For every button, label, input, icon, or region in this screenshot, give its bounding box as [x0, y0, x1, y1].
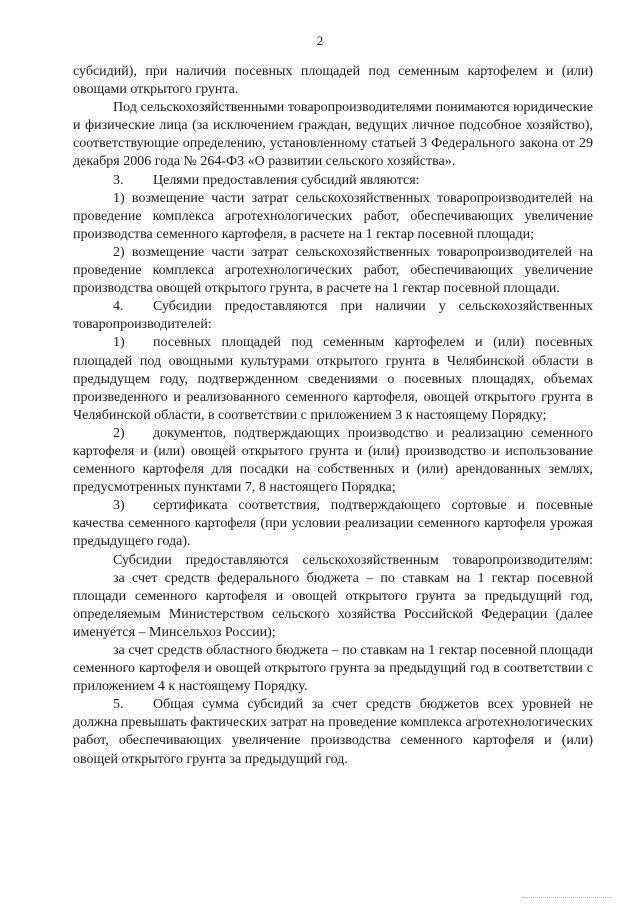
clause-number: 4. [113, 299, 124, 315]
item-text: посевных площадей под семенным картофелем и (или) посевных площадей под овощными культурами открытого грунта в Челябинской области в предыдущем году, подтвержденном сведениями о посевных площадях, объемах произведенного и реализованного семенного картофеля, овощей открытого грунта в Челябинской области, в соответствии с приложением 3 к настоящему Порядку; [73, 335, 593, 423]
item-text: документов, подтверждающих производство и реализацию семенного картофеля и (или) овощей открытого грунта и (или) производство и использование семенного картофеля для посадки на собственных и (или) арендованных землях, предусмотренных пунктами 7, 8 настоящего Порядка; [73, 425, 593, 496]
page-number: 2 [316, 33, 324, 48]
item-number: 3) [113, 498, 125, 514]
clause-4-item-2 [73, 425, 593, 497]
paragraph-federal-budget: за счет средств федерального бюджета – по ставкам на 1 гектар посевной площади семенного картофеля и овощей открытого грунта за предыдущий год, определяемым Министерством сельского хозяйства Российской Федерации (далее именуется – Минсельхоз России); [73, 570, 593, 640]
paragraph-subsidies-granted: Субсидии предоставляются сельскохозяйственным товаропроизводителям: [113, 552, 593, 568]
clause-4 [73, 298, 593, 334]
clause-number: 3. [113, 172, 124, 188]
scan-artifact [522, 897, 612, 900]
clause-3 [73, 172, 593, 190]
clause-text: Общая сумма субсидий за счет средств бюджетов всех уровней не должна превышать фактических затрат на проведение комплекса агротехнологических работ, обеспечивающих увеличение производства семенного картофеля и (или) овощей открытого грунта за предыдущий год. [73, 697, 593, 767]
item-number: 1) [113, 335, 125, 351]
clause-3-item-2: 2) возмещение части затрат сельскохозяйственных товаропроизводителей на проведение комплекса агротехнологических работ, обеспечивающих увеличение производства овощей открытого грунта, в расчете на 1 гектар посевной площади. [73, 244, 593, 297]
clause-text: Целями предоставления субсидий являются: [153, 172, 420, 188]
paragraph-continuation: субсидий), при наличии посевных площадей под семенным картофелем и (или) овощами открытого грунта. [73, 64, 593, 98]
item-text: сертификата соответствия, подтверждающего сортовые и посевные качества семенного картофеля (при условии реализации семенного картофеля урожая предыдущего года). [73, 498, 593, 550]
paragraph-producers-definition: Под сельскохозяйственными товаропроизводителями понимаются юридические и физические лица (за исключением граждан, ведущих личное подсобное хозяйство), соответствующие определению, установленному статьей 3 Федерального закона от 29 декабря 2006 года № 264-ФЗ «О развитии сельского хозяйства». [73, 100, 593, 170]
document-body [73, 63, 593, 769]
clause-3-item-1: 1) возмещение части затрат сельскохозяйственных товаропроизводителей на проведение комплекса агротехнологических работ, обеспечивающих увеличение производства семенного картофеля, в расчете на 1 гектар посевной площади; [73, 190, 593, 242]
item-number: 2) [113, 425, 125, 441]
clause-text: Субсидии предоставляются при наличии у сельскохозяйственных товаропроизводителей: [73, 299, 593, 333]
paragraph-regional-budget: за счет средств областного бюджета – по ставкам на 1 гектар посевной площади семенного картофеля и овощей открытого грунта за предыдущий год в соответствии с приложением 4 к настоящему Порядку. [73, 643, 593, 695]
clause-number: 5. [113, 697, 124, 713]
clause-4-item-1 [73, 334, 593, 424]
clause-4-item-3 [73, 497, 593, 551]
clause-5 [73, 696, 593, 768]
